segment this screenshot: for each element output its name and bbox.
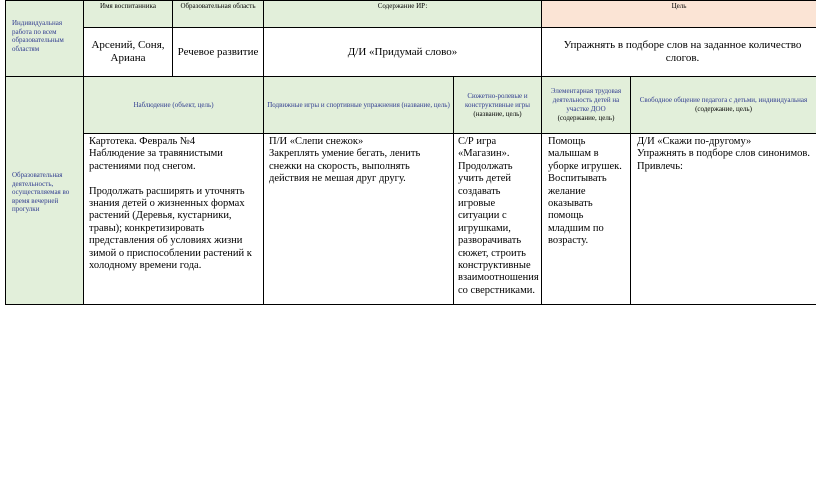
value-ir-content: Д/И «Придумай слово»: [263, 27, 542, 77]
value-edu-area: Речевое развитие: [172, 27, 264, 77]
header-goal: Цель: [541, 0, 816, 28]
header-edu-area: Образовательная область: [172, 0, 264, 28]
row1-side-label: Индивидуальная работа по всем образовательным областям: [12, 19, 64, 53]
value-goal: Упражнять в подборе слов на заданное количество слогов.: [541, 27, 816, 77]
value-labor: Помощь малышам в уборке игрушек. Воспитывать желание оказывать помощь младшим по возрасту.: [541, 133, 631, 305]
row1-side-label-cell: [5, 0, 84, 77]
header-story-games: Сюжетно-ролевые и конструктивные игры (название, цель): [453, 76, 542, 134]
header-free-talk: Свободное общение педагога с детьми, индивидуальная (содержание, цель): [630, 76, 816, 134]
header-mobile-games: Подвижные игры и спортивные упражнения (название, цель): [263, 76, 454, 134]
value-observation: Картотека. Февраль №4 Наблюдение за травянистыми растениями под снегом. Продолжать расширять и уточнять знания детей о жизненных формах растений (Деревья, кустарники, травы); конкретизировать представления об условиях жизни зимой о приспособлении растений к холодному времени года.: [83, 133, 264, 305]
header-labor: Элементарная трудовая деятельность детей на участке ДОО (содержание, цель): [541, 76, 631, 134]
header-pupil-name: Имя воспитанника: [83, 0, 173, 28]
header-observation: Наблюдение (объект, цель): [83, 76, 264, 134]
header-ir-content: Содержание ИР:: [263, 0, 542, 28]
row2-side-label-cell: [5, 76, 84, 305]
value-story-games: С/Р игра «Магазин». Продолжать учить детей создавать игровые ситуации с игрушками, разворачивать сюжет, строить конструктивные взаимоотношения со сверстниками.: [453, 133, 542, 305]
value-free-talk: Д/И «Скажи по-другому» Упражнять в подборе слов синонимов. Привлечь:: [630, 133, 816, 305]
row2-side-label: Образовательная деятельность, осуществляемая во время вечерней прогулки: [12, 171, 70, 214]
value-pupil-name: Арсений, Соня, Ариана: [83, 27, 173, 77]
value-mobile-games: П/И «Слепи снежок» Закреплять умение бегать, ленить снежки на скорость, выполнять действия не мешая друг другу.: [263, 133, 454, 305]
